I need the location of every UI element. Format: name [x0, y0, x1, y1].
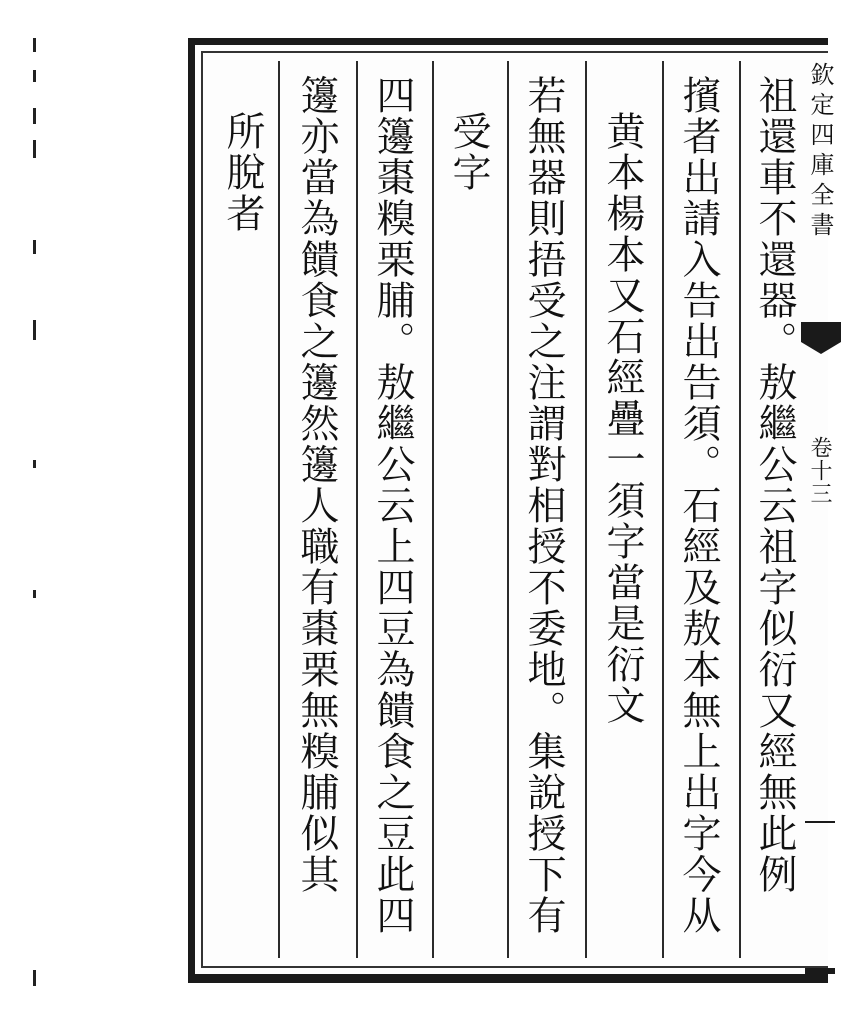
book-title: 欽定四庫全書 [806, 62, 834, 242]
text-column-2: 擯者出請入告出告須。石經及敖本無上出字今从 [676, 75, 721, 936]
binding-edge [33, 30, 39, 990]
text-column-5: 受字 [446, 111, 491, 193]
text-column-4: 若無器則捂受之注謂對相授不委地。集說授下有 [521, 75, 566, 936]
text-column-1: 祖還車不還器。敖繼公云祖字似衍又經無此例 [752, 75, 797, 895]
text-column-8: 所脫者 [220, 111, 265, 234]
column-rule [662, 61, 664, 958]
fish-tail-wedge [801, 342, 841, 354]
margin-rule [805, 821, 835, 823]
text-block [201, 51, 828, 968]
column-rule [507, 61, 509, 958]
margin-bottom-rule [805, 968, 835, 974]
column-rule [739, 61, 741, 958]
fish-tail-mark [801, 322, 841, 342]
column-rule [356, 61, 358, 958]
block-mouth-margin [805, 38, 835, 983]
juan-number: 卷十三 [807, 436, 832, 505]
column-rule [585, 61, 587, 958]
text-column-3: 黄本楊本又石經疊一須字當是衍文 [600, 111, 645, 726]
column-rule [432, 61, 434, 958]
text-column-7: 籩亦當為饋食之籩然籩人職有棗栗無糗脯似其 [294, 75, 339, 895]
text-column-6: 四籩棗糗栗脯。敖繼公云上四豆為饋食之豆此四 [370, 75, 415, 936]
column-rule [278, 61, 280, 958]
page-frame [188, 38, 828, 983]
